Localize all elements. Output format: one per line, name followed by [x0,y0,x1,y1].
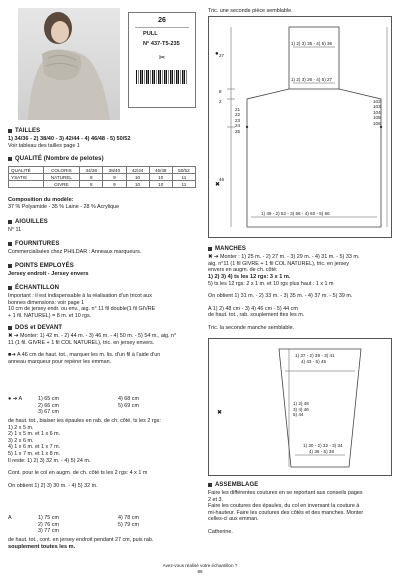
text-line: Important : il est indispensable à la réalisation d'un tricot aux [8,293,152,299]
bullet-square [208,247,212,251]
section-dos [8,325,62,331]
section-title: TAILLES [15,128,41,134]
pattern-type: PULL [143,31,158,37]
section-title: MANCHES [215,246,247,252]
bullet-square [8,286,12,290]
cross-marker-icon: ✖ [215,182,221,188]
supplies-text: Commercialisées chez PHILDAR : Anneaux marqueurs. [8,249,142,255]
table-cell: 9 [103,181,126,188]
scale-num: 24 [235,123,241,129]
sleeve-height [293,401,309,418]
stitches-text: Jersey endroit - Jersey envers [8,271,89,277]
model-photo [18,8,120,120]
table-cell: 46/48 [149,167,172,174]
text-line: 1) 2 x 5 m. [8,424,34,431]
text-line: ✖ ➔ Monter: 1) 42 m. - 2) 44 m. - 3) 46 m. - 4) 50 m. - 5) 54 m., aig. n° [8,333,177,339]
composition-title: Composition du modèle: [8,197,74,203]
text-line: anneau marqueur pour repérer les emman. [8,358,112,365]
text-line: A 1) 2) 48 cm - 3) 4) 46 cm - 5) 44 cm [208,305,298,312]
section-title: ÉCHANTILLON [15,285,60,291]
text-line: On obtient 1) 2) 3) 30 m. - 4) 5) 32 m. [8,482,98,489]
diagram1-caption: Tric. une seconde pièce semblable. [208,8,293,14]
text-line: 4) 78 cm [118,515,139,521]
section-assemblage [208,482,258,488]
section-aiguilles [8,219,48,225]
table-cell: 34/36 [80,167,103,174]
table-cell: 10 [149,174,172,181]
scale-num: 106 [373,120,381,126]
assembly-text [208,490,363,536]
at2-values-col1 [38,515,59,535]
neck-top-width: 1) 2) 3) 35 - 4) 5) 36 [291,41,333,46]
text-line: de haut. tot., biaiser les épaules en rab. de ch. côté, ts les 2 rgs: [8,418,161,424]
section-manches [208,246,246,252]
height-2: 2 [219,99,222,104]
back-front-text [8,333,176,365]
shoulder-text [8,418,161,489]
text-line: envers en augm. de ch. côté: [208,267,278,274]
section-fournitures [8,241,59,247]
table-cell: 10 [149,181,172,188]
section-title: DOS et DEVANT [15,325,63,331]
text-line: 2) 1 x 5 m. et 1 x 6 m. [8,431,61,438]
at-label-2: A [8,515,12,521]
text-line: 1) 2) 3) 4) ts les 12 rgs: 3 x 1 m. [208,273,291,280]
section-tailles [8,128,40,134]
table-row [9,181,196,188]
section-echantillon [8,285,59,291]
sleeves-text [208,254,359,332]
at-values-col1 [38,396,59,416]
height-scale [235,107,240,134]
text-line: 10 cm de jersey endr. ou env., aig. n° 11 fil double(1 fil GIVRE [8,306,156,313]
section-title: FOURNITURES [15,241,60,247]
text-line: 1) 2) 48 [293,401,309,406]
at-label: ● ➔ A [8,396,23,402]
height-8: 8 [219,89,222,94]
section-title: POINTS EMPLOYÉS [15,263,74,269]
neck-base-width: 1) 2) 3) 26 - 4) 5) 27 [291,77,333,82]
table-cell: 42/44 [126,167,149,174]
table-cell: YSATIS [9,174,44,181]
text-line: 1) 65 cm [38,396,59,402]
height-46: 46 [219,177,225,182]
scale-num: 104 [373,109,381,115]
text-line: On obtient 1) 31 m. - 2) 33 m. - 3) 35 m. - 4) 37 m. - 5) 39 m. [208,293,353,300]
table-cell: 8 [80,174,103,181]
section-points [8,263,74,269]
table-cell: 10 [126,174,149,181]
section-title: ASSEMBLAGE [215,482,259,488]
needles-text: N° 11 [8,227,22,233]
bullet-square [8,157,12,161]
text-line: 4) 1 x 6 m. et 1 x 7 m. [8,444,61,451]
text-line: 3) 77 cm [38,528,59,535]
bullet-square [8,264,12,268]
table-row [9,174,196,181]
yarn-table [8,166,196,188]
sleeve-diagram [208,338,392,476]
table-cell: 11 [172,174,195,181]
text-line: 11 (1 fil. GIVRE + 1 fil COL NATUREL), tric. en jersey envers. [8,339,155,346]
text-line: Il reste: 1) 2) 3) 32 m. - 4) 5) 24 m. [8,457,91,464]
barcode [136,70,188,84]
table-cell: GIVRE [43,181,80,188]
table-cell: 10 [126,181,149,188]
sleeve-top-width-2: 4) 43 - 5) 45 [301,359,327,364]
text-line: 3) 4) 46 [293,406,309,412]
bullet-square [8,220,12,224]
cross-marker-icon: ✖ [217,410,223,416]
table-cell: 8 [80,181,103,188]
text-line: + 1 fil. NATUREL) = 8 m. et 10 rgs. [8,312,92,319]
text-line: bonnes dimensions: voir page 1 [8,299,85,306]
text-line: mi-hauteur. Faire les coutures des côtés et des manches. Monter [208,509,364,516]
sizes-note: Voir tableau des tailles page 1 [8,143,80,149]
at-values-col2 [118,396,139,409]
text-line: 5) 79 cm [118,521,139,528]
table-cell: QUALITÉ [9,167,44,174]
text-line: aig. n°11 (1 fil GIVRE + 1 fil COL NATUREL), tric. en jersey [208,260,349,267]
text-line: 2) 76 cm [38,521,59,528]
page-number: 86 [197,568,203,574]
text-line: Catherine. [208,528,233,535]
section-title: AIGUILLES [15,219,48,225]
table-cell: NATUREL [43,174,80,181]
footer-question: Avez-vous réalisé votre échantillon ? [162,563,238,568]
text-line: 3) 2 x 6 m. [8,437,34,444]
text-line: celles-ci aux emman. [208,516,259,523]
bullet-square [8,326,12,330]
body-diagram [208,16,392,238]
text-line: ✖ ➔ Monter : 1) 25 m. - 2) 27 m. - 3) 29 m. - 4) 31 m. - 5) 33 m. [208,254,360,260]
scale-num: 22 [235,112,241,118]
scale-num: 23 [235,117,241,123]
text-line: 3) 67 cm [38,409,59,416]
pattern-header [128,12,196,108]
scale-num: 103 [373,104,381,110]
table-cell: 11 [172,181,195,188]
text-line: Faire les coutures des épaules, du col en inversant la couture à [208,503,360,510]
at2-values-col2 [118,515,139,528]
text-line: 4) 68 cm [118,396,139,402]
scissors-icon: ✂ [158,53,166,62]
scale-num: 25 [235,128,241,134]
section-qualite [8,156,104,162]
table-cell: 38/40 [103,167,126,174]
text-line: ■➔ A 46 cm de haut. tot., marquer les m. lis. d'un fil à l'aide d'un [8,352,161,359]
bullet-square [8,242,12,246]
text-line: 2) 66 cm [38,402,59,409]
total-height-scale [373,99,381,126]
text-line: 5) 44 [293,412,304,417]
pattern-number: 26 [158,17,166,24]
body-bottom-width: 1) 49 - 2) 52 - 3) 56 - 4) 60 - 5) 66 [261,211,330,216]
table-cell: 9 [103,174,126,181]
text-line: 5) ts les 12 rgs: 2 x 1 m. et 10 rgs plus haut : 1 x 1 m [208,280,334,287]
end-line-1: de haut. tot., cont. en jersey endroit pendant 27 cm, puis rab. [8,537,154,543]
bullet-square [8,129,12,133]
gauge-text [8,293,155,319]
scale-num: 102 [373,99,381,104]
bullet-square [208,483,212,487]
table-cell: 50/52 [172,167,195,174]
dot-marker-icon: ● [215,51,219,57]
text-line: de haut. tot., rab. souplement ttes les m. [208,312,305,319]
text-line: 5) 1 x 7 m. et 1 x 8 m. [8,450,61,457]
composition-text: 37 % Polyamide - 35 % Laine - 28 % Acrylique [8,204,120,210]
end-line-2: souplement toutes les m. [8,544,76,550]
height-27: 27 [219,53,225,58]
pattern-ref: N° 437-T5-235 [143,41,180,47]
sleeve-bottom-width-2: 4) 36 - 5) 38 [309,449,335,454]
text-line: Faire les différentes coutures en se reportant aux conseils pages [208,490,363,496]
text-line: 5) 69 cm [118,402,139,409]
sizes-line: 1) 34/36 - 2) 38/40 - 3) 42/44 - 4) 46/48 - 5) 50/52 [8,136,131,142]
scale-num: 21 [235,107,241,112]
sleeve-bottom-width-1: 1) 30 - 2) 32 - 3) 34 [303,443,343,448]
scale-num: 105 [373,115,381,121]
sleeve-top-width-1: 1) 37 - 2) 39 - 3) 41 [295,353,335,358]
table-cell: COLORIS [43,167,80,174]
section-title: QUALITÉ (Nombre de pelotes) [15,156,104,162]
footer [0,563,400,574]
table-header-row [9,167,196,174]
text-line: Tric. la seconde manche semblable. [208,324,295,331]
text-line: 1) 75 cm [38,515,59,521]
table-cell [9,181,44,188]
text-line: 2 et 3. [208,496,223,503]
text-line: Cont. pour le col en augm. de ch. côté ts les 2 rgs: 4 x 1 m [8,470,148,477]
